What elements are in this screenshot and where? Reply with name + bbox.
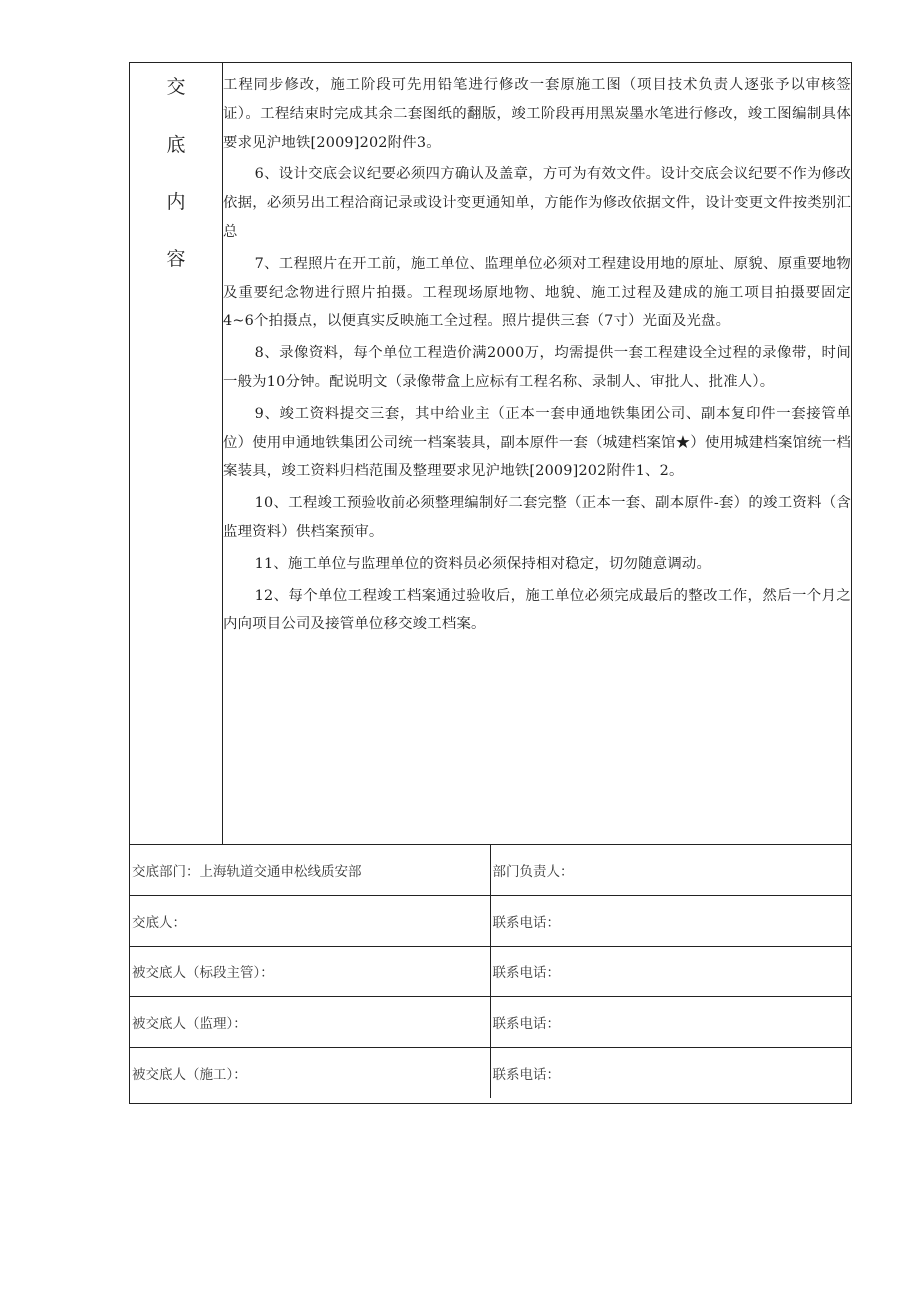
side-label-char: 容 [166,248,186,270]
paragraph-item-11: 11、施工单位与监理单位的资料员必须保持相对稳定，切勿随意调动。 [254,555,712,572]
contact-phone-cell: 联系电话： [490,1047,851,1098]
side-label-char: 底 [166,134,186,156]
side-label-char: 内 [166,191,186,213]
paragraph-item-6: 6、设计交底会议纪要必须四方确认及盖章，方可为有效文件。设计交底会议纪要不作为修改依据，必须另出工程洽商记录或设计变更通知单，方能作为修改依据文件，设计变更文件按类别汇总 [223,166,851,240]
paragraph-item-7: 7、工程照片在开工前，施工单位、监理单位必须对工程建设用地的原址、原貌、原重要地物及重要纪念物进行照片拍摄。工程现场原地物、地貌、施工过程及建成的施工项目拍摄要固定4~6个拍摄点，以便真实反映施工全过程。照片提供三套（7寸）光面及光盘。 [223,255,851,330]
discloser-cell: 交底人： [130,896,490,947]
disclosure-form [129,62,852,1104]
disclosure-content [223,71,851,642]
side-label-column [130,63,223,844]
paragraph-item-8: 8、录像资料，每个单位工程造价满2000万，均需提供一套工程建设全过程的录像带，时间一般为10分钟。配说明文（录像带盒上应标有工程名称、录制人、审批人、批准人）。 [223,345,851,390]
disclosure-department-cell: 交底部门：上海轨道交通申松线质安部 [130,845,490,896]
side-label-char: 交 [166,76,186,98]
table-row [130,845,851,896]
paragraph-continuation: 工程同步修改，施工阶段可先用铅笔进行修改一套原施工图（项目技术负责人逐张予以审核签证）。工程结束时完成其余二套图纸的翻版，竣工阶段再用黑炭墨水笔进行修改，竣工图编制具体要求见沪地铁[2009]202附件3。 [223,77,851,151]
content-section [130,63,851,845]
department-head-cell: 部门负责人： [492,864,574,879]
table-row [130,946,851,997]
paragraph-item-9: 9、竣工资料提交三套，其中给业主（正本一套申通地铁集团公司、副本复印件一套接管单位）使用申通地铁集团公司统一档案装具，副本原件一套（城建档案馆★）使用城建档案馆统一档案装具，竣工资料归档范围及整理要求见沪地铁[2009]202附件1、2。 [223,405,851,480]
table-row [130,997,851,1048]
signature-table [130,845,851,1098]
recipient-section-supervisor-cell: 被交底人（标段主管）： [130,946,490,997]
recipient-supervision-cell: 被交底人（监理）： [130,997,490,1048]
paragraph-item-12: 12、每个单位工程竣工档案通过验收后，施工单位必须完成最后的整改工作，然后一个月之内向项目公司及接管单位移交竣工档案。 [223,587,851,633]
paragraph-item-10: 10、工程竣工预验收前必须整理编制好二套完整（正本一套、副本原件-套）的竣工资料（含监理资料）供档案预审。 [223,495,851,540]
table-row [130,1047,851,1098]
table-row [130,896,851,947]
contact-phone-cell: 联系电话： [490,997,851,1048]
contact-phone-cell: 联系电话： [490,896,851,947]
recipient-construction-cell: 被交底人（施工）： [130,1047,490,1098]
contact-phone-cell: 联系电话： [490,946,851,997]
